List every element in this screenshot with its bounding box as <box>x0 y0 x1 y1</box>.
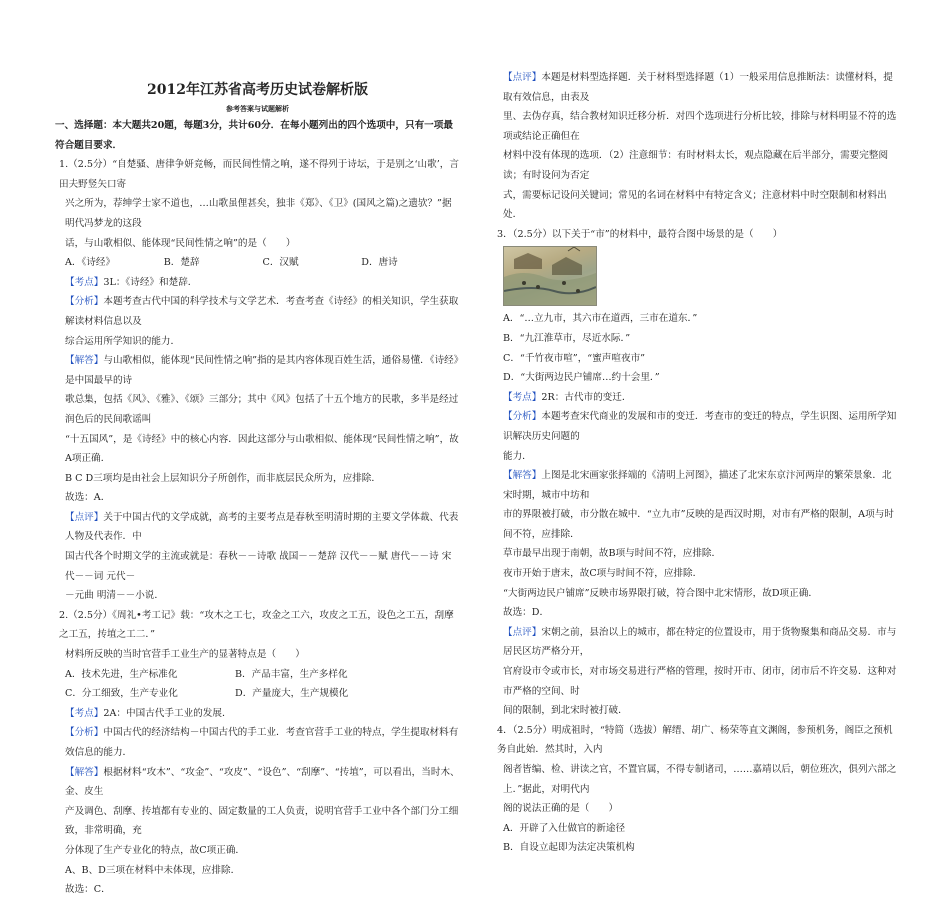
q4-option-a: A．开辟了入仕做官的新途径 <box>503 822 626 834</box>
q1-kaodian: 【考点】3L：《诗经》和楚辞． <box>65 276 198 288</box>
q1-jieda-line: B C D三项均是由社会上层知识分子所创作，而非底层民众所为，应排除． <box>65 472 381 484</box>
q3-fenxi: 【分析】本题考查宋代商业的发展和市的变迁．考查市的变迁的特点，学生识图、运用所学知识解决历史问题的 <box>503 411 897 442</box>
q2-jieda: 【解答】根据材料“攻木”、“攻金”、“攻皮”、“设色”、“刮摩”、“抟埴”，可以看出，当时木、金、皮生 <box>65 766 460 798</box>
q2-dianping-line: 材料中没有体现的选项．（2）注意细节：有时材料太长，观点隐藏在后半部分，需要完整阅读；有时设问为否定 <box>503 150 889 181</box>
right-column <box>493 68 898 858</box>
jieda-tag: 【解答】 <box>65 766 104 778</box>
section-heading: 一、选择题：本大题共20题，每题3分，共计60分．在每小题列出的四个选项中，只有一项最符合题目要求． <box>55 120 453 151</box>
left-column <box>55 0 460 900</box>
q2-options-row <box>55 684 460 704</box>
q4-option-b: B．自设立起即为法定决策机构 <box>503 842 635 854</box>
q3-stem: 3．（2.5分）以下关于“市”的材料中，最符合图中场景的是（ ） <box>497 228 783 240</box>
question-1 <box>55 155 460 606</box>
q3-dianping-line: 官府设市令或市长，对市场交易进行严格的管理，按时开市、闭市，闭市后不许交易．这种对市严格的空间、时 <box>503 666 897 697</box>
q3-fenxi-line: 能力． <box>503 450 532 462</box>
q3-jieda-line: 市的界限被打破，市分散在城中．“立九市”反映的是西汉时期，对市有严格的限制，A项与时间不符，应排除． <box>503 509 894 540</box>
q1-answer: 故选：A． <box>65 492 111 504</box>
q3-option-a: A．“…立九市，其六市在道西，三市在道东．” <box>503 313 698 325</box>
qingming-painting-image <box>503 246 597 306</box>
q4-stem-line: 4．（2.5分）明成祖时，“特简（选拔）解缙、胡广、杨荣等直文渊阁，参预机务，阁臣之预机务自此始．然其时，入内 <box>497 724 893 756</box>
q2-option-b: B．产品丰富，生产多样化 <box>235 668 348 680</box>
q3-jieda-line: “大街两边民户铺席”反映市场界限打破，符合图中北宋情形，故D项正确． <box>503 587 818 599</box>
q4-stem-line: 阁的说法正确的是（ ） <box>503 803 619 815</box>
q2-jieda-line: 产及调色、刮摩、抟埴都有专业的、固定数量的工人负责，说明官营手工业中各个部门分工细致，非常明确，充 <box>65 805 459 837</box>
q1-dianping-line: 国古代各个时期文学的主流或就是：春秋－－诗歌 战国－－楚辞 汉代－－赋 唐代－－诗 宋代－－词 元代－ <box>65 551 452 582</box>
q3-jieda-line: 夜市开始于唐末，故C项与时间不符，应排除． <box>503 568 703 580</box>
page-subtitle: 参考答案与试题解析 <box>226 104 289 113</box>
q1-fenxi: 【分析】本题考查古代中国的科学技术与文学艺术．考查考查《诗经》的相关知识，学生获取解读材料信息以及 <box>65 296 459 327</box>
fenxi-tag: 【分析】 <box>65 296 104 308</box>
fenxi-tag: 【分析】 <box>503 411 542 423</box>
q2-answer: 故选：C． <box>65 884 111 896</box>
q1-stem-line: 话，与山歌相似、能体现“民间性情之响”的是（ ） <box>65 237 296 249</box>
q1-option-c: C．汉赋 <box>262 257 299 269</box>
q1-dianping: 【点评】关于中国古代的文学成就，高考的主要考点是春秋至明清时期的主要文学体裁、代表人物及代表作．中 <box>65 511 459 543</box>
fenxi-tag: 【分析】 <box>65 727 104 739</box>
q3-answer: 故选：D． <box>503 607 550 619</box>
q3-kaodian: 【考点】2R：古代市的变迁． <box>503 391 632 403</box>
q3-dianping: 【点评】宋朝之前，县治以上的城市，都在特定的位置设市，用于货物聚集和商品交易．市与居民区坊严格分开， <box>503 626 897 658</box>
dianping-tag: 【点评】 <box>65 511 104 523</box>
q2-option-c: C．分工细致，生产专业化 <box>65 688 178 700</box>
question-3 <box>493 225 898 721</box>
q1-dianping-line: －元曲 明清－－小说． <box>65 590 164 602</box>
q1-stem-line: 1.（2.5分）“自楚骚、唐律争妍竞畅，而民间性情之响，遂不得列于诗坛，于是别之‘山歌’，言田夫野竖矢口寄 <box>59 159 459 190</box>
q2-dianping: 【点评】本题是材料型选择题．关于材料型选择题（1）一般采用信息推断法：读懂材料，提取有效信息，由表及 <box>503 72 893 103</box>
q2-fenxi: 【分析】中国古代的经济结构－中国古代的手工业．考查官营手工业的特点，学生提取材料有效信息的能力． <box>65 727 459 758</box>
q3-dianping-line: 间的限制，到北宋时被打破． <box>503 705 628 717</box>
q2-dianping-line: 里、去伪存真，结合教材知识迁移分析．对四个选项进行分析比较，排除与材料明显不符的选项或结论正确但在 <box>503 111 897 142</box>
q2-jieda-line: 分体现了生产专业化的特点，故C项正确． <box>65 844 246 856</box>
q2-stem-line: 材料所反映的当时官营手工业生产的显著特点是（ ） <box>65 649 305 661</box>
question-2 <box>55 606 460 900</box>
q2-dianping-line: 式，需要标记设问关键词；常见的名词在材料中有特定含义；注意材料中时空限制和材料出处． <box>503 189 887 221</box>
kaodian-tag: 【考点】 <box>65 707 104 719</box>
dianping-tag: 【点评】 <box>503 626 542 638</box>
dianping-tag: 【点评】 <box>503 72 542 83</box>
q2-kaodian: 【考点】2A：中国古代手工业的发展． <box>65 707 232 719</box>
q3-option-d: D．“大街两边民户铺席…约十会里．” <box>503 372 660 384</box>
q2-jieda-line: A、B、D三项在材料中未体现，应排除． <box>65 864 241 876</box>
q1-jieda-line: 歌总集，包括《风》、《雅》、《颂》三部分；其中《风》包括了十五个地方的民歌，多半是经过润色后的民间歌谣叫 <box>65 394 459 425</box>
q1-stem-line: 兴之所为，荐绅学士家不道也，…山歌虽俚甚矣，独非《郑》、《卫》(国风之篇)之遗欤？”据明代冯梦龙的这段 <box>65 198 452 229</box>
q2-dianping-block <box>493 68 898 225</box>
q2-options-row <box>55 665 460 685</box>
question-4 <box>493 721 898 858</box>
q1-jieda-line: “十五国风”，是《诗经》中的核心内容．因此这部分与山歌相似、能体现“民间性情之响”，故A项正确． <box>65 433 459 465</box>
jieda-tag: 【解答】 <box>503 470 542 482</box>
q2-option-a: A．技术先进，生产标准化 <box>65 668 178 680</box>
jieda-tag: 【解答】 <box>65 355 104 367</box>
q2-stem-line: 2.（2.5分）《周礼•考工记》载：“攻木之工七，攻金之工六，攻皮之工五，设色之工五，刮摩之工五，抟埴之工二．” <box>59 609 454 641</box>
kaodian-tag: 【考点】 <box>503 391 542 403</box>
q3-option-b: B．“九江淮草市，尽近水际．” <box>503 332 631 344</box>
q3-jieda: 【解答】上图是北宋画家张择端的《清明上河图》，描述了北宋东京汴河两岸的繁荣景象．北宋时期，城市中坊和 <box>503 470 892 501</box>
q3-option-c: C．“千竹夜市喧”，“蜜声喧夜市” <box>503 352 646 364</box>
q1-option-a: A．《诗经》 <box>65 257 116 269</box>
page-title: 2012年江苏省高考历史试卷解析版 <box>147 82 368 98</box>
q3-jieda-line: 草市最早出现于南朝，故B项与时间不符，应排除． <box>503 548 722 560</box>
q4-stem-line: 阁者皆编、检、讲读之官，不置官属，不得专制诸司，……嘉靖以后，朝位班次，俱列六部之上．”据此，对明代内 <box>503 764 897 795</box>
q1-option-b: B．楚辞 <box>163 257 200 269</box>
q2-option-d: D．产量庞大，生产规模化 <box>235 688 349 700</box>
q1-jieda: 【解答】与山歌相似，能体现“民间性情之响”指的是其内容体现百姓生活，通俗易懂．《诗经》是中国最早的诗 <box>65 355 459 386</box>
kaodian-tag: 【考点】 <box>65 276 104 288</box>
q1-fenxi-line: 综合运用所学知识的能力． <box>65 335 181 347</box>
q1-options <box>55 253 460 273</box>
q1-option-d: D．唐诗 <box>361 257 398 269</box>
